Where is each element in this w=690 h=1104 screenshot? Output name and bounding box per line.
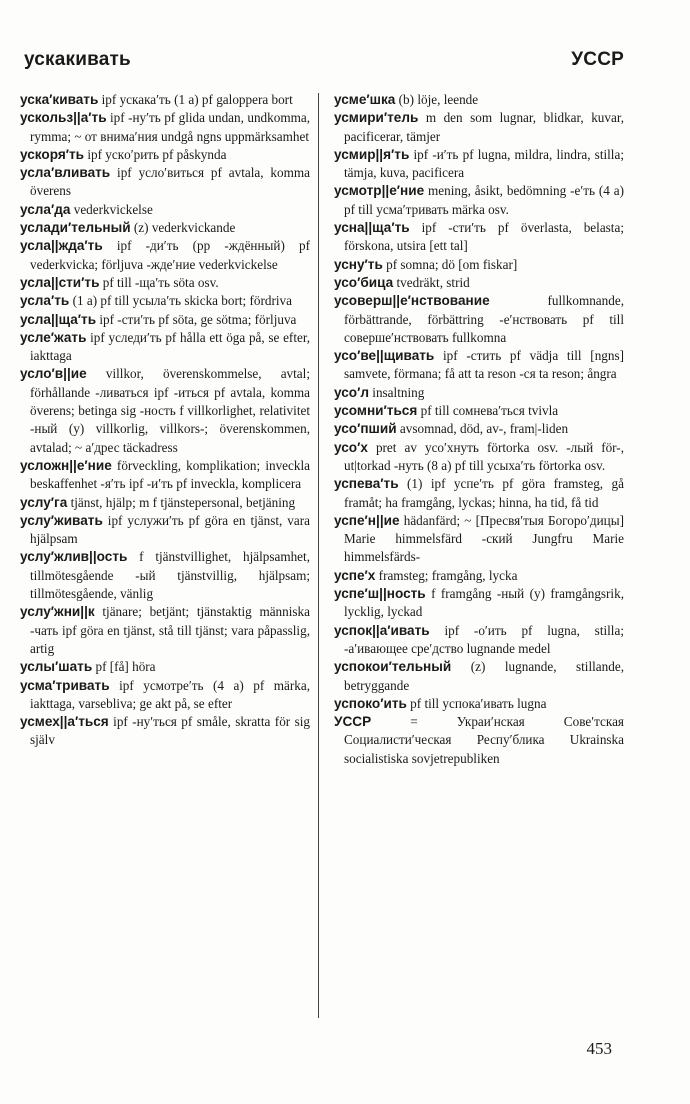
- entry-definition: ipf -стить pf vädja till [ngns] samvete, förmana; få att ta reson -ся ta reson; ångra: [344, 348, 624, 382]
- entry-definition: villkor, överenskommelse, avtal; förhållande -ливаться ipf -иться pf avtala, komma överens; betinga sig -ность f villkorlighet, relativitet -ный (у) villkorlig, villkors-; överenskommen, avtalad; ~ а′дрес täckadress: [30, 366, 310, 455]
- dictionary-entry: [334, 512, 624, 567]
- dictionary-entry: [20, 164, 310, 201]
- dictionary-entry: [20, 677, 310, 714]
- left-column: [20, 91, 310, 750]
- entry-definition: ipf -сти′ть pf söta, ge sötma; förljuva: [96, 311, 297, 327]
- dictionary-entry: [334, 274, 624, 292]
- entry-headword: успе′ш||ность: [334, 586, 426, 602]
- entry-definition: pret av усо′хнуть förtorka osv. -лый för-, ut|torkad -нуть (8 а) pf till усыха′ть förtorka osv.: [344, 439, 624, 473]
- entry-headword: усма′тривать: [20, 677, 110, 693]
- dictionary-entry: [334, 695, 624, 713]
- entry-definition: pf till успока′ивать lugna: [406, 695, 547, 711]
- entry-headword: усо′бица: [334, 274, 394, 290]
- entry-definition: ipf ускака′ть (1 а) pf galoppera bort: [98, 92, 293, 107]
- dictionary-entry: [334, 182, 624, 219]
- right-column: [334, 91, 624, 768]
- entry-headword: усло′в||ие: [20, 366, 87, 382]
- entry-definition: pf till -ща′ть söta osv.: [99, 274, 219, 290]
- entry-definition: (z) vederkvickande: [130, 220, 236, 236]
- entry-definition: avsomnad, död, av-, fram|-liden: [396, 421, 569, 437]
- entry-definition: förveckling, komplikation; inveckla beskaffenhet -я′ть ipf -и′ть pf inveckla, komplicera: [30, 457, 310, 492]
- entry-definition: fullkomnande, förbättrande, förbättring -е′нствовать pf till соверше′нствовать fullkomna: [344, 293, 624, 345]
- entry-headword: услу′жлив||ость: [20, 549, 128, 565]
- dictionary-entry: [20, 219, 310, 237]
- dictionary-entry: [334, 347, 624, 384]
- entry-headword: усмир||я′ть: [334, 146, 410, 162]
- entry-definition: vederkvickelse: [70, 201, 153, 217]
- entry-headword: усме′шка: [334, 92, 396, 107]
- dictionary-entry: [334, 439, 624, 476]
- entry-headword: успе′н||ие: [334, 512, 400, 528]
- entry-headword: усложн||е′ние: [20, 457, 112, 473]
- entry-headword: усна||ща′ть: [334, 220, 410, 236]
- entry-headword: усо′х: [334, 439, 368, 455]
- entry-definition: (1 а) pf till усыла′ть skicka bort; fördriva: [69, 293, 292, 309]
- entry-definition: framsteg; framgång, lycka: [375, 567, 518, 583]
- entry-headword: услa||жда′ть: [20, 238, 103, 254]
- dictionary-entry: [334, 658, 624, 695]
- entry-definition: pf [få] höra: [92, 659, 156, 675]
- dictionary-entry: [20, 512, 310, 549]
- entry-headword: ускольз||а′ть: [20, 110, 107, 126]
- entry-headword: успева′ть: [334, 476, 399, 492]
- dictionary-entry: [334, 91, 624, 109]
- column-divider: [318, 93, 319, 1018]
- dictionary-entry: [20, 494, 310, 512]
- dictionary-entry: [20, 457, 310, 494]
- dictionary-entry: [334, 292, 624, 347]
- entry-headword: успоко′ить: [334, 695, 407, 711]
- dictionary-entry: [20, 91, 310, 109]
- dictionary-entry: [334, 475, 624, 512]
- entry-headword: успокои′тельный: [334, 659, 452, 675]
- dictionary-entry: [334, 713, 624, 768]
- dictionary-entry: [20, 237, 310, 274]
- entry-definition: ipf усло′виться pf avtala, komma överens: [30, 165, 310, 199]
- entry-definition: ipf уследи′ть pf hålla ett öga på, se efter, iakttaga: [30, 329, 310, 364]
- entry-definition: (1) ipf успе′ть pf göra framsteg, gå framåt; ha framgång, lyckas; hinna, ha tid, få tid: [344, 476, 624, 510]
- entry-headword: усмех||а′ться: [20, 714, 109, 730]
- entry-definition: f framgång -ный (у) framgångsrik, lycklig, lyckad: [344, 586, 624, 620]
- entry-headword: усле′жать: [20, 329, 87, 345]
- entry-headword: усмотр||е′ние: [334, 183, 425, 199]
- entry-headword: усо′пший: [334, 421, 397, 437]
- entry-headword: усла′ть: [20, 293, 70, 309]
- header-right-guideword: УССР: [571, 49, 624, 70]
- entry-headword: услы′шать: [20, 659, 93, 675]
- entry-headword: услу′га: [20, 494, 68, 510]
- dictionary-entry: [334, 420, 624, 438]
- dictionary-entry: [20, 201, 310, 219]
- entry-headword: усла′вливать: [20, 165, 111, 181]
- entry-headword: УССР: [334, 714, 372, 730]
- dictionary-entry: [334, 402, 624, 420]
- dictionary-entry: [334, 567, 624, 585]
- entry-definition: ipf -и′ть pf lugna, mildra, lindra, stilla; tämja, kuva, pacificera: [344, 146, 624, 181]
- dictionary-entry: [20, 109, 310, 146]
- entry-definition: (z) lugnande, stillande, betryggande: [344, 659, 624, 693]
- entry-headword: услa||ща′ть: [20, 311, 97, 327]
- entry-definition: insaltning: [368, 384, 425, 400]
- entry-headword: усну′ть: [334, 256, 383, 272]
- dictionary-entry: [20, 146, 310, 164]
- dictionary-entry: [334, 219, 624, 256]
- dictionary-entry: [20, 329, 310, 366]
- entry-headword: успе′х: [334, 567, 376, 583]
- entry-definition: mening, åsikt, bedömning -е′ть (4 а) pf till усма′тривать märka osv.: [344, 183, 624, 217]
- dictionary-entry: [20, 713, 310, 750]
- entry-headword: усо′ве||щивать: [334, 348, 435, 364]
- entry-definition: ipf -ну′ть pf glida undan, undkomma, rymma; ~ от внима′ния undgå ngns uppmärksamhet: [30, 110, 310, 144]
- dictionary-entry: [334, 146, 624, 183]
- dictionary-entry: [334, 109, 624, 146]
- entry-headword: усоверш||е′нствование: [334, 293, 490, 309]
- page-number: 453: [586, 1039, 612, 1058]
- entry-headword: усла′да: [20, 201, 71, 217]
- entry-headword: ускоря′ть: [20, 146, 85, 162]
- entry-definition: = Украи′нская Сове′тская Социалисти′ческая Респу′блика Ukrainska socialistiska sovjetrepubliken: [344, 714, 624, 766]
- entry-definition: m den som lugnar, blidkar, kuvar, pacificerar, tämjer: [344, 110, 624, 144]
- entry-headword: усомни′ться: [334, 403, 418, 419]
- entry-headword: усо′л: [334, 384, 369, 400]
- entry-definition: tjänst, hjälp; m f tjänstepersonal, betjäning: [67, 494, 296, 510]
- entry-headword: услу′живать: [20, 512, 103, 528]
- dictionary-entry: [20, 603, 310, 658]
- entry-headword: услади′тельный: [20, 220, 131, 236]
- dictionary-entry: [20, 274, 310, 292]
- entry-definition: ipf усмотре′ть (4 а) pf märka, iakttaga, varsebliva; ge akt på, se efter: [30, 677, 310, 711]
- entry-definition: pf till сомнева′ться tvivla: [417, 403, 559, 419]
- entry-definition: ipf -сти′ть pf överlasta, belasta; förskona, utsira [ett tal]: [344, 220, 624, 254]
- entry-definition: tjänare; betjänt; tjänstaktig människa -чать ipf göra en tjänst, stå till tjänst; vara påpasslig, artig: [30, 604, 310, 656]
- entry-headword: уска′кивать: [20, 92, 99, 107]
- dictionary-entry: [20, 658, 310, 676]
- dictionary-entry: [334, 384, 624, 402]
- dictionary-entry: [334, 585, 624, 622]
- entry-definition: ipf -ну′ться pf småle, skratta för sig själv: [30, 714, 310, 748]
- entry-definition: f tjänstvillighet, hjälpsamhet, tillmötesgående -ый tjänstvillig, hjälpsam; tillmötesgående, vänlig: [30, 549, 310, 602]
- entry-definition: (b) löje, leende: [395, 92, 479, 107]
- entry-definition: tvedräkt, strid: [393, 274, 470, 290]
- dictionary-entry: [20, 292, 310, 310]
- dictionary-entry: [20, 548, 310, 603]
- dictionary-entry: [20, 311, 310, 329]
- entry-headword: услу′жни||к: [20, 604, 95, 620]
- entry-headword: успок||а′ивать: [334, 622, 430, 638]
- dictionary-entry: [334, 256, 624, 274]
- entry-definition: ipf -о′ить pf lugna, stilla; -а′ивающее сре′дство lugnande medel: [344, 622, 624, 656]
- entry-definition: hädanfärd; ~ [Пресвя′тыя Богоро′дицы] Marie himmelsfärd -ский Jungfru Marie himmelsfärds-: [344, 512, 624, 565]
- entry-definition: ipf услужи′ть pf göra en tjänst, vara hjälpsam: [30, 512, 310, 547]
- header-left-guideword: ускакивать: [24, 49, 131, 70]
- entry-definition: ipf -ди′ть (pp -ждённый) pf vederkvicka; förljuva -жде′ние vederkvickelse: [30, 238, 310, 272]
- dictionary-entry: [334, 622, 624, 659]
- entry-headword: усмири′тель: [334, 110, 419, 126]
- entry-definition: pf somna; dö [om fiskar]: [382, 256, 518, 272]
- entry-headword: услa||сти′ть: [20, 274, 100, 290]
- dictionary-entry: [20, 365, 310, 456]
- entry-definition: ipf ускo′рить pf påskynda: [84, 146, 227, 162]
